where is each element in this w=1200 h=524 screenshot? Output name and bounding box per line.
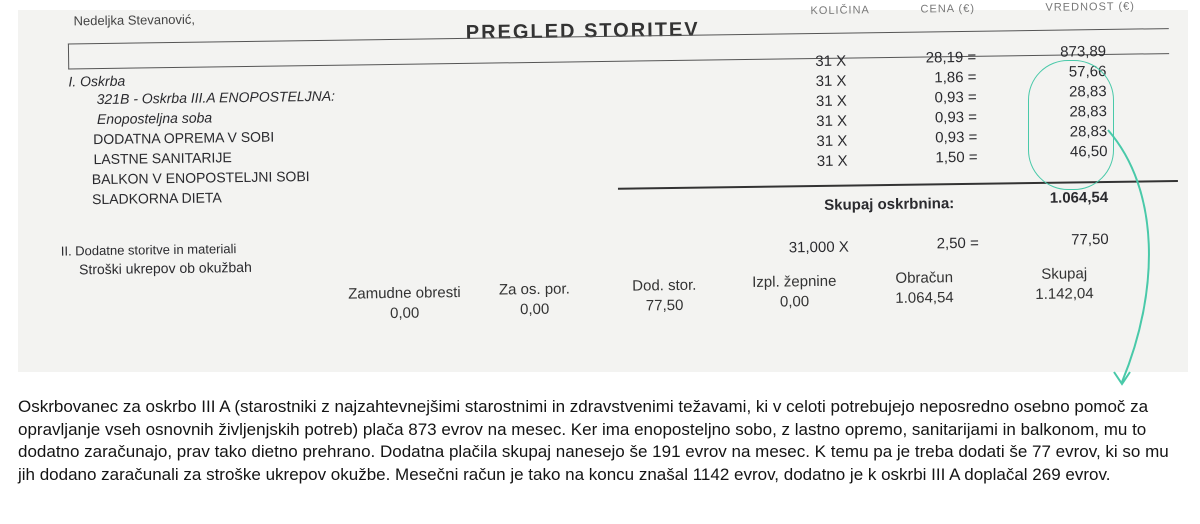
section2-value: 77,50	[1071, 230, 1109, 249]
invoice-sheet	[16, 2, 1191, 380]
row-price: 0,93 =	[934, 108, 978, 127]
subtotal-value: 1.064,54	[1049, 188, 1109, 207]
article-caption: Oskrbovanec za oskrbo III A (starostniki z najzahtevnejšimi starostnimi in zdravstvenimi težavami, ki v celoti potrebujejo neposredno osebno pomoč za opravljanje vseh osnovnih življenjskih potreb) plača 873 evrov na mesec. Ker ima enoposteljno sobo, z lastno opremo, sanitarijami in balkonom, mu to dodatno zaračunajo, prav tako dietno prehrano. Dodatna plačila skupaj nanesejo še 191 evrov na mesec. K temu pa je treba dodati še 77 evrov, ki so mu jih dodano zaračunali za stroške ukrepov okužbe. Mesečni račun je tako na koncu znašal 1142 evrov, dodatno je k oskrbi III A doplačal 269 evrov.	[18, 397, 1169, 484]
column-header-quantity: KOLIČINA	[810, 4, 870, 18]
row-value: 28,83	[1069, 102, 1108, 121]
row-price: 0,93 =	[934, 88, 977, 107]
summary-label: Za os. por.	[498, 280, 570, 299]
row-qty: 31 X	[816, 132, 848, 151]
summary-value: 0,00	[779, 293, 810, 311]
row-value: 28,83	[1069, 122, 1108, 141]
row-value: 46,50	[1069, 142, 1108, 161]
section2-heading: II. Dodatne storitve in materiali	[60, 241, 237, 259]
row-qty: 31 X	[815, 92, 847, 111]
section1-heading: I. Oskrba	[68, 72, 126, 90]
highlight-arrow-icon	[1100, 110, 1180, 400]
row-label: 321B - Oskrba III.A ENOPOSTELJNA:	[96, 87, 336, 108]
column-header-value: VREDNOST (€)	[1045, 0, 1135, 14]
invoice-photo	[18, 0, 1188, 372]
document-title: PREGLED STORITEV	[465, 18, 700, 44]
summary-label: Skupaj	[1041, 265, 1088, 283]
row-price: 28,19 =	[925, 48, 977, 67]
resident-name: Nedeljka Stevanović,	[73, 11, 196, 29]
section2-price: 2,50 =	[936, 234, 979, 253]
summary-value: 0,00	[389, 304, 420, 322]
row-value: 28,83	[1068, 82, 1107, 101]
row-price: 1,50 =	[935, 148, 978, 167]
summary-label: Obračun	[895, 269, 954, 287]
row-label: BALKON V ENOPOSTELJNI SOBI	[91, 168, 310, 188]
row-price: 0,93 =	[935, 128, 978, 147]
row-label: LASTNE SANITARIJE	[93, 149, 232, 168]
row-value: 57,66	[1068, 62, 1107, 81]
summary-value: 77,50	[645, 296, 684, 315]
row-label: SLADKORNA DIETA	[91, 189, 222, 208]
subtotal-label: Skupaj oskrbnina:	[824, 195, 955, 214]
summary-label: Izpl. žepnine	[752, 272, 837, 291]
row-label: Enoposteljna soba	[96, 109, 213, 128]
row-label: DODATNA OPREMA V SOBI	[93, 128, 275, 148]
summary-label: Dod. stor.	[632, 276, 697, 295]
row-qty: 31 X	[815, 72, 847, 91]
summary-value: 1.064,54	[895, 289, 954, 307]
section2-row-label: Stroški ukrepov ob okužbah	[78, 258, 252, 278]
section2-qty: 31,000 X	[788, 238, 849, 257]
row-qty: 31 X	[816, 112, 848, 131]
row-value: 873,89	[1060, 42, 1107, 61]
row-price: 1,86 =	[934, 68, 977, 87]
row-qty: 31 X	[815, 52, 847, 71]
row-qty: 31 X	[816, 152, 848, 171]
summary-value: 1.142,04	[1035, 285, 1094, 303]
column-header-price: CENA (€)	[920, 2, 976, 16]
summary-value: 0,00	[519, 300, 550, 319]
summary-label: Zamudne obresti	[348, 283, 461, 303]
